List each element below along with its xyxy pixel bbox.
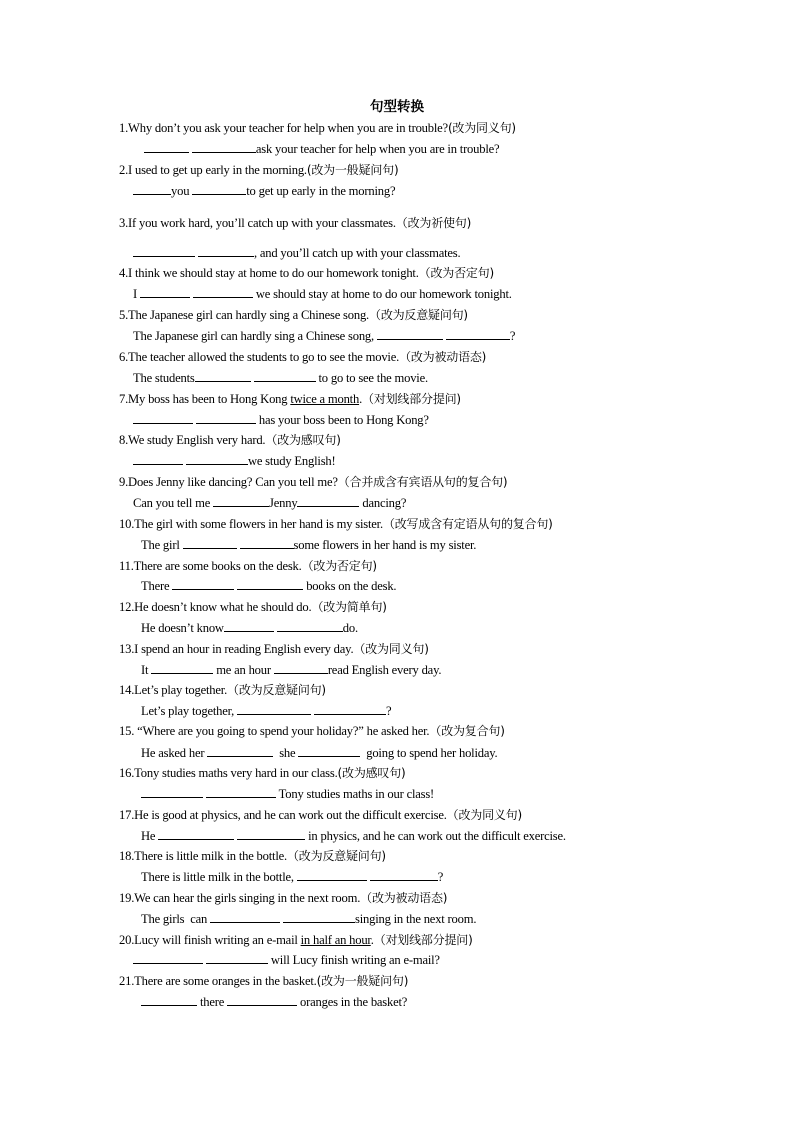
answer-blank[interactable] (297, 868, 367, 881)
question-text: 1.Why don’t you ask your teacher for help when you are in trouble? (119, 121, 448, 135)
answer-text: The girls can (141, 912, 211, 926)
answer-text: There (141, 579, 173, 593)
answer-blank[interactable] (370, 868, 438, 881)
answer-blank[interactable] (213, 494, 269, 507)
answer-blank[interactable] (172, 577, 234, 590)
answer-line-2 (133, 182, 395, 200)
answer-text: she (273, 746, 299, 760)
instruction-text: （改为同义句) (353, 642, 429, 656)
question-10 (119, 515, 553, 533)
answer-text: do. (342, 621, 358, 635)
instruction-text: (改为一般疑问句) (316, 974, 409, 988)
answer-text: It (141, 663, 152, 677)
question-text: 6.The teacher allowed the students to go to see the movie. (119, 350, 400, 364)
question-12 (119, 598, 387, 616)
answer-blank[interactable] (158, 827, 234, 840)
answer-line-19 (141, 910, 476, 928)
answer-text: ? (509, 329, 516, 343)
question-13 (119, 640, 429, 658)
question-6 (119, 348, 486, 366)
question-16 (119, 764, 406, 782)
instruction-text: （改为否定句) (418, 266, 494, 280)
question-text: 13.I spend an hour in reading English every day. (119, 642, 354, 656)
instruction-text: （改写成含有定语从句的复合句) (382, 517, 553, 531)
question-text: 19.We can hear the girls singing in the next room. (119, 891, 361, 905)
answer-blank[interactable] (227, 993, 297, 1006)
answer-text: There is little milk in the bottle, (141, 870, 297, 884)
answer-line-11 (141, 577, 396, 595)
instruction-text: （改为复合句) (429, 724, 505, 738)
answer-text: you (171, 184, 193, 198)
question-text: . (359, 392, 363, 406)
answer-blank[interactable] (210, 910, 280, 923)
answer-blank[interactable] (283, 910, 355, 923)
answer-text: ask your teacher for help when you are in trouble? (255, 142, 500, 156)
answer-text: we study English! (247, 454, 336, 468)
instruction-text: （改为被动语态) (360, 891, 448, 905)
answer-line-16 (141, 785, 434, 803)
answer-blank[interactable] (196, 411, 256, 424)
answer-line-21 (141, 993, 407, 1011)
answer-blank[interactable] (151, 661, 213, 674)
instruction-text: （对划线部分提问) (373, 933, 473, 947)
question-text: 11.There are some books on the desk. (119, 559, 302, 573)
instruction-text: (改为同义句) (447, 121, 516, 135)
answer-text: to go to see the movie. (315, 371, 428, 385)
question-15 (119, 722, 505, 740)
question-1 (119, 119, 516, 137)
question-4 (119, 264, 494, 282)
answer-text: Can you tell me (133, 496, 214, 510)
underlined-phrase: in half an hour (300, 933, 371, 947)
answer-text: books on the desk. (303, 579, 397, 593)
answer-text: we should stay at home to do our homework tonight. (252, 287, 512, 301)
answer-text: there (197, 995, 228, 1009)
question-text: 15. “Where are you going to spend your holiday?” he asked her. (119, 724, 430, 738)
page-title: 句型转换 (370, 99, 424, 115)
answer-blank[interactable] (224, 619, 274, 632)
answer-blank[interactable] (277, 619, 343, 632)
answer-text: singing in the next room. (355, 912, 477, 926)
answer-line-14 (141, 702, 391, 720)
question-text: 5.The Japanese girl can hardly sing a Chinese song. (119, 308, 370, 322)
question-text: 20.Lucy will finish writing an e-mail (119, 933, 301, 947)
answer-line-18 (141, 868, 443, 886)
answer-blank[interactable] (141, 785, 203, 798)
answer-text: in physics, and he can work out the difficult exercise. (305, 829, 566, 843)
question-21 (119, 972, 408, 990)
answer-blank[interactable] (186, 452, 248, 465)
answer-blank[interactable] (314, 702, 386, 715)
underlined-phrase: twice a month (290, 392, 360, 406)
answer-blank[interactable] (183, 536, 237, 549)
instruction-text: （改为简单句) (311, 600, 387, 614)
instruction-text: （改为被动语态) (399, 350, 487, 364)
answer-blank[interactable] (144, 140, 189, 153)
question-18 (119, 847, 386, 865)
answer-text: The students (133, 371, 195, 385)
answer-line-4 (133, 285, 512, 303)
question-text: 18.There is little milk in the bottle. (119, 849, 287, 863)
answer-text: read English every day. (327, 663, 442, 677)
answer-text: has your boss been to Hong Kong? (255, 413, 429, 427)
answer-blank[interactable] (377, 327, 443, 340)
answer-line-6 (133, 369, 428, 387)
question-3 (119, 214, 471, 232)
answer-line-10 (141, 536, 476, 554)
answer-line-8 (133, 452, 336, 470)
question-19 (119, 889, 447, 907)
answer-text: oranges in the basket? (297, 995, 408, 1009)
answer-line-12 (141, 619, 358, 637)
answer-blank[interactable] (140, 285, 190, 298)
question-text: 7.My boss has been to Hong Kong (119, 392, 291, 406)
question-text: 16.Tony studies maths very hard in our class. (119, 766, 338, 780)
answer-blank[interactable] (133, 951, 203, 964)
answer-text: He (141, 829, 159, 843)
answer-line-1 (141, 140, 499, 158)
answer-text: I (133, 287, 140, 301)
question-14 (119, 681, 326, 699)
answer-blank[interactable] (237, 827, 305, 840)
answer-line-9 (133, 494, 406, 512)
answer-blank[interactable] (141, 993, 197, 1006)
question-text: 10.The girl with some flowers in her hand is my sister. (119, 517, 383, 531)
question-17 (119, 806, 522, 824)
answer-blank[interactable] (298, 744, 360, 757)
answer-text: He doesn’t know (141, 621, 224, 635)
answer-line-17 (141, 827, 566, 845)
question-text: 21.There are some oranges in the basket. (119, 974, 317, 988)
answer-text: will Lucy finish writing an e-mail? (267, 953, 440, 967)
answer-blank[interactable] (198, 244, 254, 257)
instruction-text: （合并成含有宾语从句的复合句) (337, 475, 508, 489)
question-text: . (370, 933, 374, 947)
question-11 (119, 557, 377, 575)
question-text: 8.We study English very hard. (119, 433, 266, 447)
question-7 (119, 390, 461, 408)
answer-text: The girl (141, 538, 183, 552)
answer-blank[interactable] (133, 411, 193, 424)
answer-blank[interactable] (195, 369, 251, 382)
answer-blank[interactable] (192, 182, 246, 195)
answer-text: dancing? (359, 496, 407, 510)
answer-line-15 (141, 744, 497, 762)
answer-text: Tony studies maths in our class! (275, 787, 435, 801)
instruction-text: （对划线部分提问) (362, 392, 461, 406)
instruction-text: （改为反意疑问句) (286, 849, 386, 863)
question-5 (119, 306, 468, 324)
answer-blank[interactable] (297, 494, 359, 507)
question-20 (119, 931, 473, 949)
answer-line-5 (133, 327, 515, 345)
answer-blank[interactable] (206, 785, 276, 798)
answer-blank[interactable] (206, 951, 268, 964)
answer-line-3 (133, 244, 460, 262)
question-text: 3.If you work hard, you’ll catch up with your classmates. (119, 216, 396, 230)
question-9 (119, 473, 507, 491)
answer-text: He asked her (141, 746, 208, 760)
answer-text: going to spend her holiday. (360, 746, 498, 760)
answer-blank[interactable] (240, 536, 294, 549)
answer-blank[interactable] (133, 182, 171, 195)
answer-text: ? (385, 704, 392, 718)
answer-blank[interactable] (193, 285, 253, 298)
question-text: 12.He doesn’t know what he should do. (119, 600, 312, 614)
answer-line-7 (133, 411, 429, 429)
instruction-text: （改为否定句) (301, 559, 377, 573)
answer-text: , and you’ll catch up with your classmates. (253, 246, 461, 260)
answer-blank[interactable] (207, 744, 273, 757)
question-text: 14.Let’s play together. (119, 683, 228, 697)
question-text: 17.He is good at physics, and he can work out the difficult exercise. (119, 808, 447, 822)
instruction-text: (改为感叹句) (337, 766, 406, 780)
question-8 (119, 431, 341, 449)
answer-text: Let’s play together, (141, 704, 238, 718)
question-text: 9.Does Jenny like dancing? Can you tell me? (119, 475, 338, 489)
answer-text: me an hour (213, 663, 274, 677)
question-text: 4.I think we should stay at home to do our homework tonight. (119, 266, 419, 280)
instruction-text: （改为祈使句) (395, 216, 472, 230)
answer-blank[interactable] (192, 140, 256, 153)
answer-blank[interactable] (254, 369, 316, 382)
answer-blank[interactable] (237, 577, 303, 590)
instruction-text: （改为反意疑问句) (227, 683, 326, 697)
question-2 (119, 161, 398, 179)
answer-blank[interactable] (237, 702, 311, 715)
instruction-text: （改为感叹句) (265, 433, 341, 447)
instruction-text: （改为同义句) (446, 808, 522, 822)
answer-text: Jenny (269, 496, 298, 510)
instruction-text: （改为反意疑问句) (369, 308, 468, 322)
answer-blank[interactable] (274, 661, 328, 674)
instruction-text: (改为一般疑问句) (306, 163, 399, 177)
answer-blank[interactable] (133, 244, 195, 257)
answer-line-20 (133, 951, 440, 969)
answer-blank[interactable] (446, 327, 510, 340)
answer-text: The Japanese girl can hardly sing a Chinese song, (133, 329, 377, 343)
question-text: 2.I used to get up early in the morning. (119, 163, 307, 177)
answer-text: to get up early in the morning? (246, 184, 396, 198)
answer-blank[interactable] (133, 452, 183, 465)
answer-text: some flowers in her hand is my sister. (293, 538, 477, 552)
answer-line-13 (141, 661, 441, 679)
answer-text: ? (437, 870, 444, 884)
